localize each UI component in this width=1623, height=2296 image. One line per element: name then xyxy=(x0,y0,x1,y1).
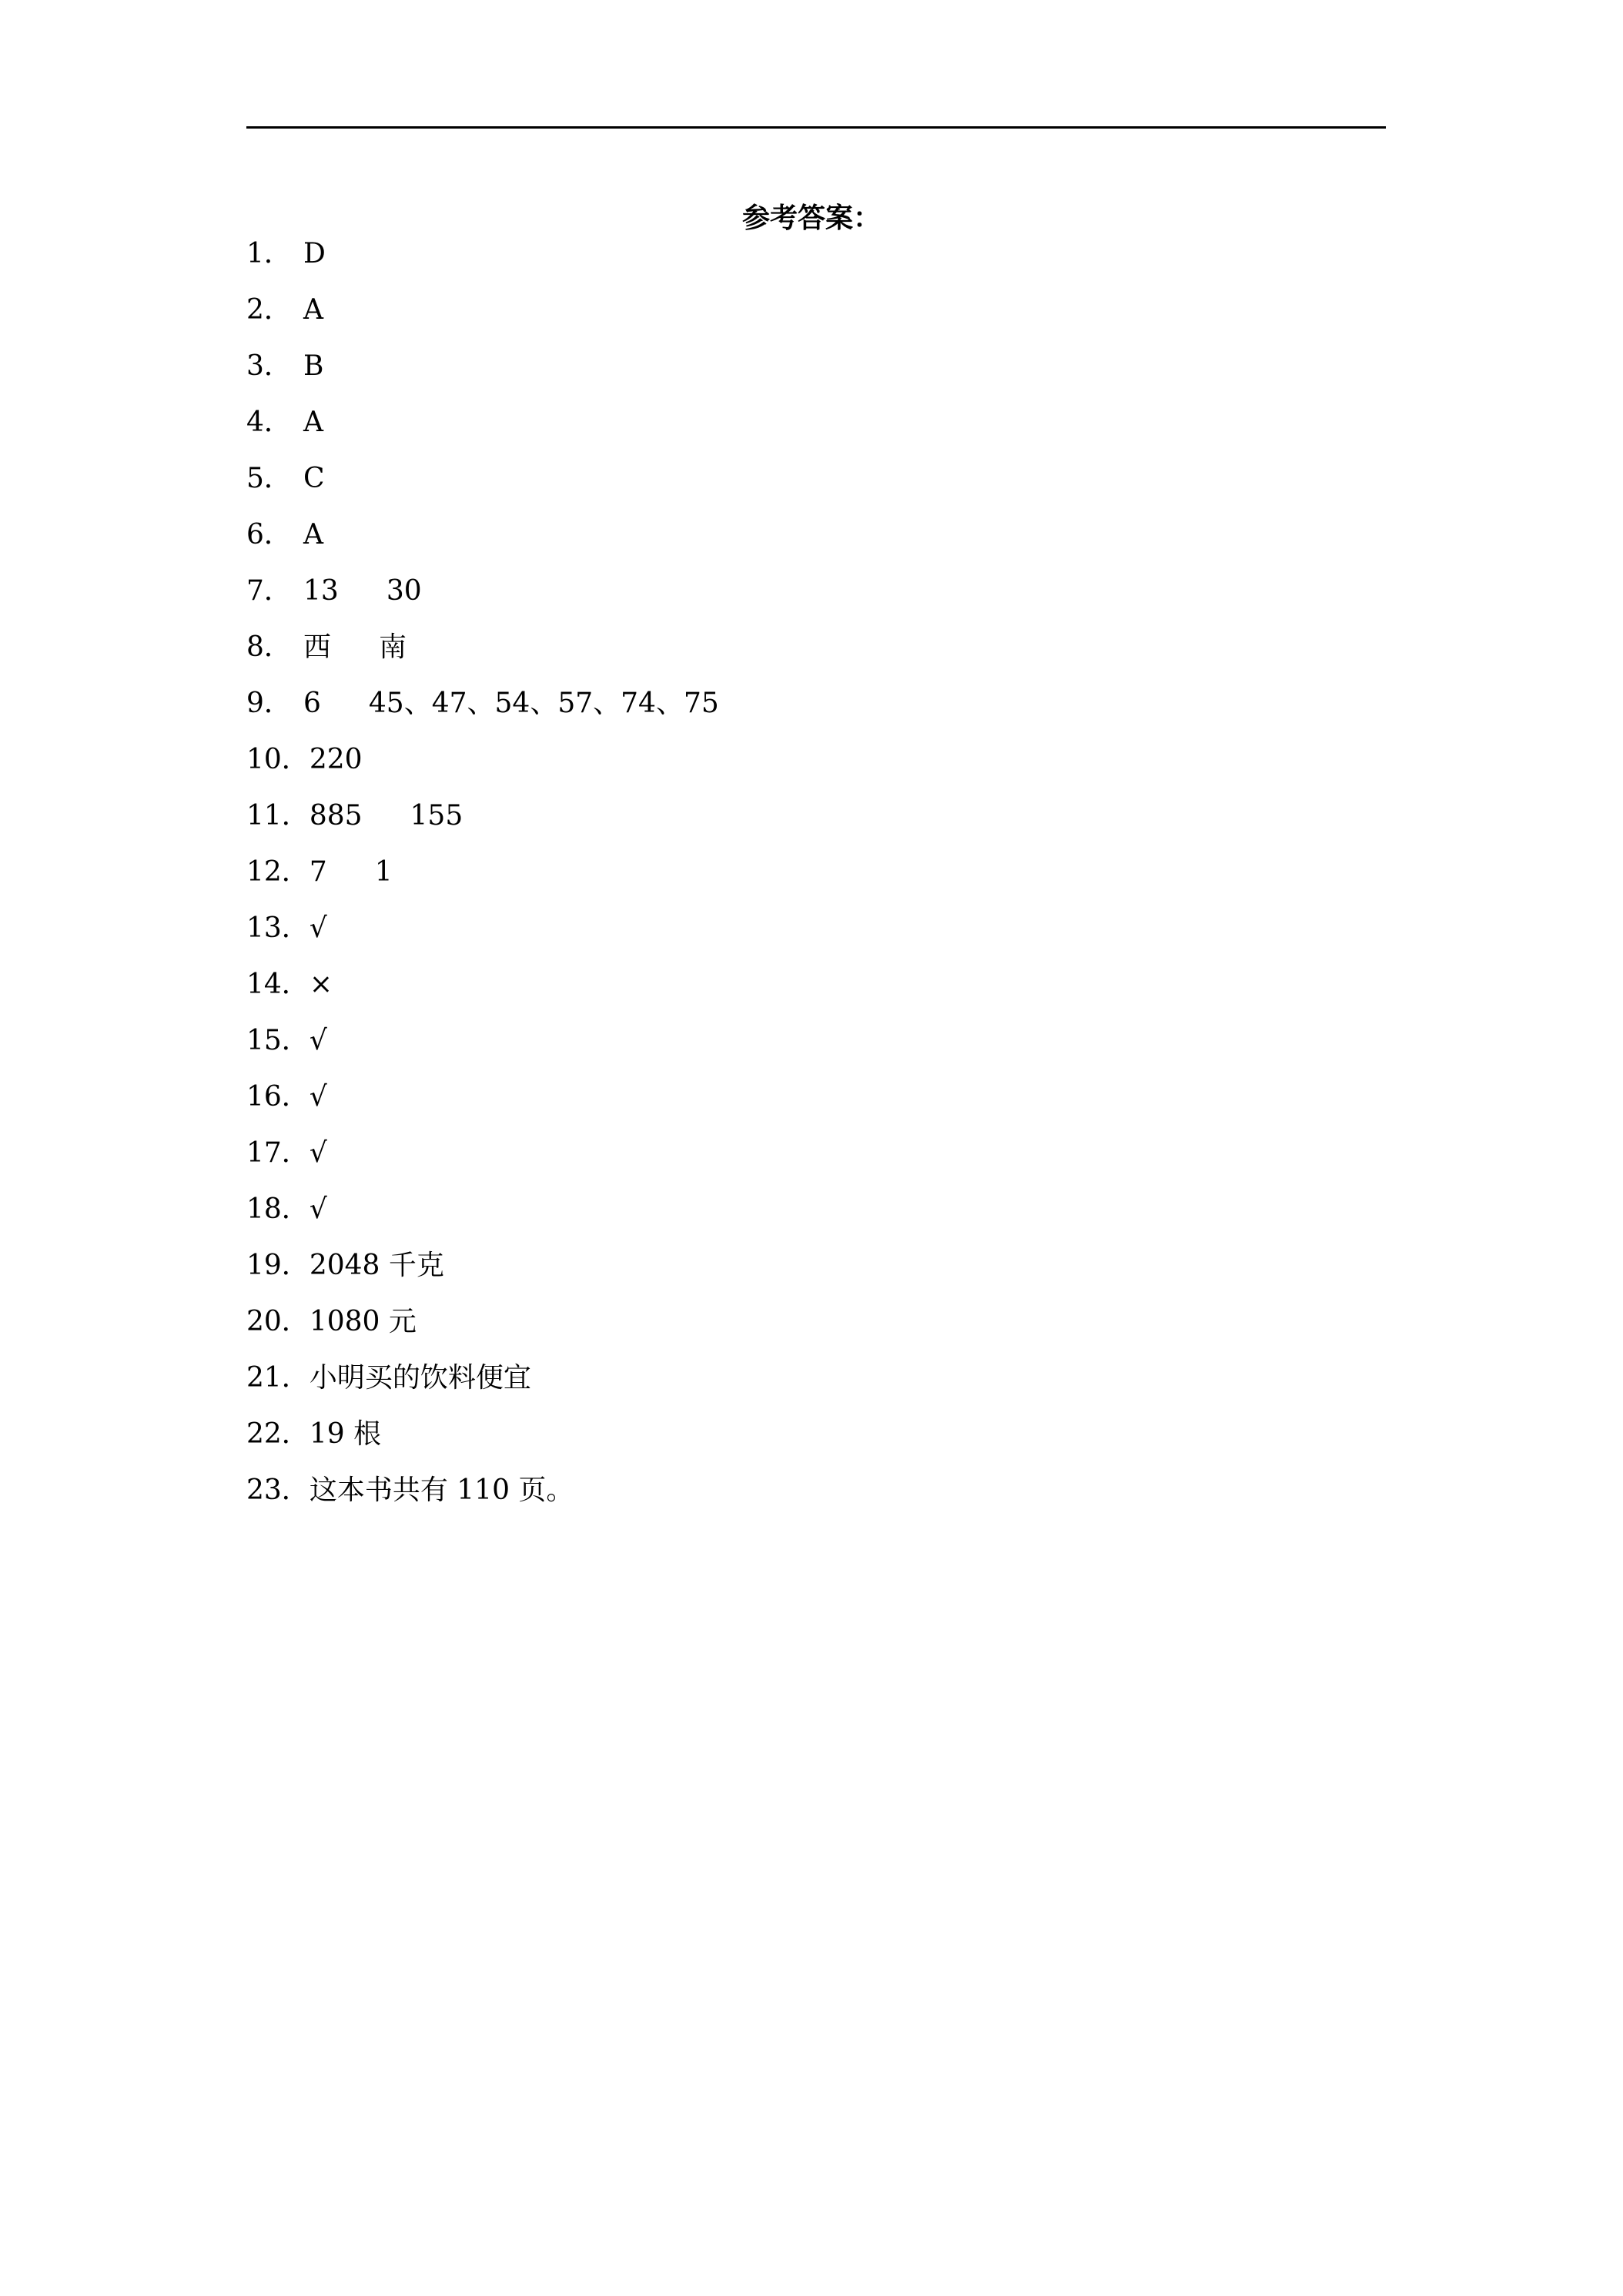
answer-number: 3． xyxy=(246,350,292,382)
answer-row xyxy=(246,1074,1386,1130)
answer-value: √ xyxy=(309,1081,327,1113)
answer-value: 南 xyxy=(379,631,407,663)
answer-value: 西 xyxy=(303,631,332,663)
answer-number: 2． xyxy=(246,294,292,326)
answer-number: 6． xyxy=(246,519,292,551)
answer-value: C xyxy=(303,463,325,494)
answer-value: 30 xyxy=(386,575,422,607)
answer-value: 这本书共有 110 页。 xyxy=(309,1474,574,1506)
answer-value: × xyxy=(309,969,333,1000)
answer-number: 15． xyxy=(246,1025,310,1056)
answer-row xyxy=(246,1243,1386,1299)
answer-row xyxy=(246,1355,1386,1411)
answer-value: A xyxy=(303,407,323,438)
answer-number: 1． xyxy=(246,238,292,269)
answer-row xyxy=(246,1130,1386,1186)
answer-row xyxy=(246,287,1386,343)
answer-row xyxy=(246,681,1386,737)
answer-row xyxy=(246,568,1386,624)
answer-value: 6 xyxy=(303,688,321,719)
answer-number: 8． xyxy=(246,631,292,663)
answer-value: 220 xyxy=(309,744,363,775)
answer-number: 19． xyxy=(246,1250,310,1281)
answer-number: 4． xyxy=(246,407,292,438)
answer-number: 18． xyxy=(246,1193,310,1225)
answer-number: 20． xyxy=(246,1306,310,1337)
answer-row xyxy=(246,343,1386,400)
answer-value: √ xyxy=(309,1137,327,1169)
answer-value: A xyxy=(303,519,323,551)
answer-row xyxy=(246,1018,1386,1074)
answer-value: 1080 元 xyxy=(309,1306,417,1337)
answer-value: B xyxy=(303,350,324,382)
answer-value: √ xyxy=(309,912,327,944)
answer-value: 13 xyxy=(303,575,339,607)
answer-list xyxy=(246,231,1386,1524)
answer-row xyxy=(246,962,1386,1018)
answer-row xyxy=(246,456,1386,512)
answer-row xyxy=(246,793,1386,849)
answer-row xyxy=(246,400,1386,456)
answer-number: 17． xyxy=(246,1137,310,1169)
answer-number: 12． xyxy=(246,856,310,888)
answer-row xyxy=(246,1186,1386,1243)
answer-value: √ xyxy=(309,1025,327,1056)
answer-number: 22． xyxy=(246,1418,310,1450)
answer-row xyxy=(246,512,1386,568)
answer-row xyxy=(246,231,1386,287)
header-rule xyxy=(246,126,1386,129)
answer-number: 13． xyxy=(246,912,310,944)
answer-value: 小明买的饮料便宜 xyxy=(309,1362,531,1394)
answer-number: 16． xyxy=(246,1081,310,1113)
answer-number: 21． xyxy=(246,1362,310,1394)
answer-value: 885 xyxy=(309,800,363,832)
answer-value: 19 根 xyxy=(309,1418,382,1450)
answer-row xyxy=(246,1411,1386,1468)
answer-row xyxy=(246,1468,1386,1524)
answer-number: 23． xyxy=(246,1474,310,1506)
answer-value: 155 xyxy=(410,800,463,832)
answer-value: 1 xyxy=(374,856,393,888)
answer-number: 9． xyxy=(246,688,292,719)
answer-value: 45、47、54、57、74、75 xyxy=(368,688,719,719)
answer-number: 7． xyxy=(246,575,292,607)
answer-row xyxy=(246,849,1386,905)
answer-number: 10． xyxy=(246,744,310,775)
answer-number: 5． xyxy=(246,463,292,494)
answer-value: A xyxy=(303,294,323,326)
answer-value: 2048 千克 xyxy=(309,1250,444,1281)
answer-value: √ xyxy=(309,1193,327,1225)
answer-number: 11． xyxy=(246,800,310,832)
page-title: 参考答案： xyxy=(741,202,881,234)
answer-row xyxy=(246,737,1386,793)
answer-row xyxy=(246,905,1386,962)
answer-value: D xyxy=(303,238,326,269)
answer-value: 7 xyxy=(309,856,327,888)
answer-row xyxy=(246,624,1386,681)
answer-number: 14． xyxy=(246,969,310,1000)
answer-row xyxy=(246,1299,1386,1355)
